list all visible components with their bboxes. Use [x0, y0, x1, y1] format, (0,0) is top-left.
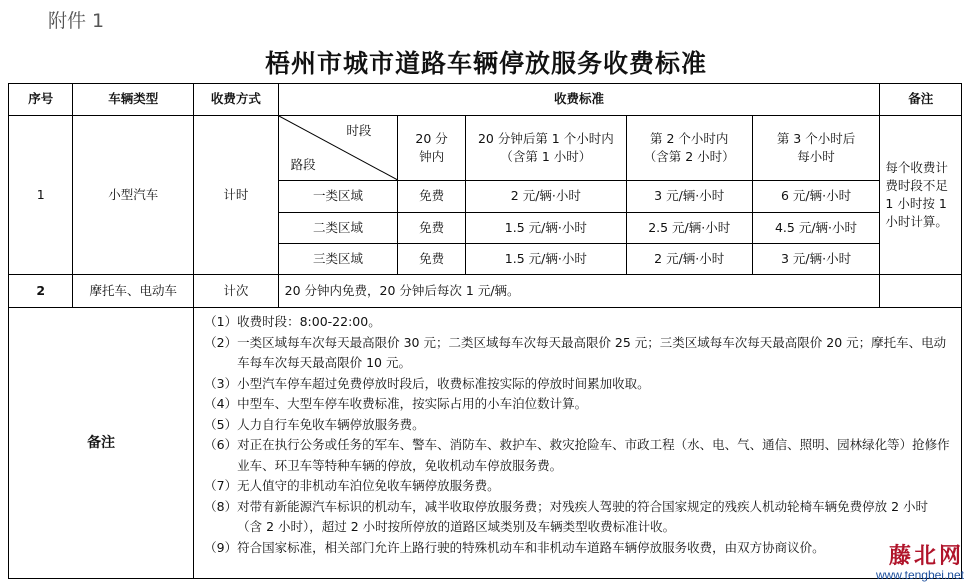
note-text: 对带有新能源汽车标识的机动车，减半收取停放服务费；对残疾人驾驶的符合国家规定的残疾人机动轮椅车辆免费停放 2 小时（含 2 小时），超过 2 小时按所停放的道路区域类别及车辆类型收费标准计收。 [237, 498, 928, 534]
note-item [204, 476, 951, 497]
note-number: （4） [204, 396, 238, 411]
zone-1-fee-20min: 免费 [398, 181, 465, 213]
row2-standard: 20 分钟内免费，20 分钟后每次 1 元/辆。 [278, 275, 880, 308]
note-text: 对正在执行公务或任务的军车、警车、消防车、救护车、救灾抢险车、市政工程（水、电、气、通信、照明、园林绿化等）抢修作业车、环卫车等特种车辆的停放，免收机动车停放服务费。 [237, 437, 950, 473]
header-seq: 序号 [9, 84, 73, 116]
row1-method: 计时 [194, 116, 279, 275]
note-text: 符合国家标准，相关部门允许上路行驶的特殊机动车和非机动车道路车辆停放服务收费，由双方协商议价。 [237, 539, 825, 555]
note-item [204, 333, 951, 374]
zone-3-fee-hour3plus: 3 元/辆·小时 [752, 244, 880, 275]
notes-list [194, 308, 962, 579]
note-number: （1） [204, 314, 238, 329]
note-text: 一类区域每车次每天最高限价 30 元；二类区域每车次每天最高限价 25 元；三类区域每车次每天最高限价 20 元；摩托车、电动车每车次每天最高限价 10 元。 [237, 334, 947, 370]
note-number: （7） [204, 478, 238, 493]
zone-3-fee-hour2: 2 元/辆·小时 [626, 244, 752, 275]
note-text: 收费时段：8:00-22:00。 [237, 314, 381, 329]
attachment-label: 附件 1 [48, 10, 105, 32]
note-item [204, 394, 951, 415]
document-title: 梧州市城市道路车辆停放服务收费标准 [264, 49, 707, 78]
zone-3-name: 三类区域 [278, 244, 398, 275]
watermark [876, 539, 964, 582]
note-number: （8） [204, 498, 238, 514]
diag-time-label: 时段 [346, 123, 372, 138]
zone-1-fee-hour2: 3 元/辆·小时 [626, 181, 752, 213]
header-remark: 备注 [880, 84, 962, 116]
note-text: 中型车、大型车停车收费标准，按实际占用的小车泊位数计算。 [237, 396, 588, 411]
note-item [204, 374, 951, 395]
note-number: （6） [204, 437, 238, 452]
time-col-1: 20 分 钟内 [398, 116, 465, 181]
fee-table [8, 83, 962, 579]
diag-road-label: 路段 [290, 156, 316, 172]
zone-1-name: 一类区域 [278, 181, 398, 213]
row1-vehicle: 小型汽车 [73, 116, 194, 275]
zone-1-fee-hour3plus: 6 元/辆·小时 [752, 181, 880, 213]
zone-1-fee-hour1: 2 元/辆·小时 [465, 181, 626, 213]
time-col-4: 第 3 个小时后 每小时 [752, 116, 880, 181]
zone-2-fee-20min: 免费 [398, 213, 465, 244]
zone-3-fee-hour1: 1.5 元/辆·小时 [465, 244, 626, 275]
note-item [204, 538, 951, 559]
note-number: （5） [204, 416, 238, 432]
note-number: （9） [204, 539, 238, 555]
zone-2-fee-hour1: 1.5 元/辆·小时 [465, 213, 626, 244]
note-text: 无人值守的非机动车泊位免收车辆停放服务费。 [237, 478, 500, 493]
time-col-2: 20 分钟后第 1 个小时内 （含第 1 小时） [465, 116, 626, 181]
row2-remark [880, 275, 962, 308]
header-vehicle-type: 车辆类型 [73, 84, 194, 116]
row2-method: 计次 [194, 275, 279, 308]
note-text: 人力自行车免收车辆停放服务费。 [237, 416, 425, 432]
note-text: 小型汽车停车超过免费停放时段后，收费标准按实际的停放时间累加收取。 [237, 375, 650, 391]
header-charge-standard: 收费标准 [278, 84, 880, 116]
zone-2-name: 二类区域 [278, 213, 398, 244]
row1-seq: 1 [9, 116, 73, 275]
zone-2-fee-hour3plus: 4.5 元/辆·小时 [752, 213, 880, 244]
note-item [204, 312, 951, 333]
diagonal-header-cell [278, 116, 398, 181]
note-item [204, 497, 951, 538]
note-number: （3） [204, 375, 238, 391]
row2-seq: 2 [9, 275, 73, 308]
row2-vehicle: 摩托车、电动车 [73, 275, 194, 308]
time-col-3: 第 2 个小时内 （含第 2 小时） [626, 116, 752, 181]
zone-3-fee-20min: 免费 [398, 244, 465, 275]
note-item [204, 435, 951, 476]
watermark-url[interactable]: www.tengbei.net [875, 568, 964, 582]
row1-remark: 每个收费计费时段不足 1 小时按 1 小时计算。 [880, 116, 962, 275]
watermark-logo: 藤北网 [888, 543, 964, 569]
header-charge-method: 收费方式 [194, 84, 279, 116]
notes-label: 备注 [9, 308, 194, 579]
zone-2-fee-hour2: 2.5 元/辆·小时 [626, 213, 752, 244]
note-item [204, 415, 951, 436]
note-number: （2） [204, 334, 238, 350]
